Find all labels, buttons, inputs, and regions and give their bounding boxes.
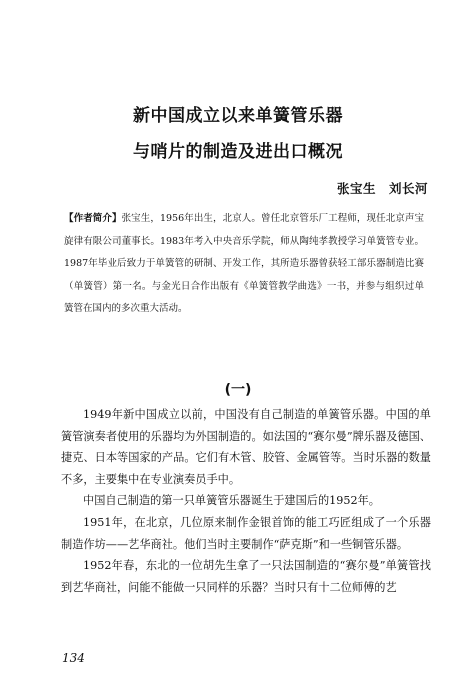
author-bio-text: 张宝生，1956年出生，北京人。曾任北京管乐厂工程师，现任北京声宝旋律有限公司董事长。1983年考入中央音乐学院，师从陶纯孝教授学习单簧管专业。1987年毕业后致力于单簧管的研制、开发工作，其所造乐器曾获轻工部乐器制造比赛（单簧管）第一名。与金光日合作出版有《单簧管教学曲选》一书，并参与组织过单簧管在国内的多次重大活动。 [64, 213, 424, 314]
body-paragraph-1: 1949年新中国成立以前，中国没有自己制造的单簧管乐器。中国的单簧管演奏者使用的乐器均为外国制造的。如法国的“赛尔曼”牌乐器及德国、捷克、日本等国家的产品。它们有木管、胶管、金属管等。当时乐器的数量不多，主要集中在专业演奏员手中。 [61, 408, 431, 486]
page-number: 134 [62, 651, 85, 665]
author-bio [64, 208, 424, 321]
article-title-line-1: 新中国成立以来单簧管乐器 [133, 106, 343, 126]
section-heading: (一) [224, 382, 252, 398]
article-authors: 张宝生 刘长河 [336, 181, 428, 196]
article-body [61, 404, 431, 598]
author-bio-label: 【作者简介】 [64, 213, 122, 224]
body-paragraph-2: 中国自己制造的第一只单簧管乐器诞生于建国后的1952年。 [83, 494, 380, 508]
body-paragraph-4: 1952年春，东北的一位胡先生拿了一只法国制造的“赛尔曼”单簧管找到艺华商社，问能不能做一只同样的乐器？当时只有十二位师傅的艺 [61, 559, 431, 594]
body-paragraph-3: 1951年，在北京，几位原来制作金银首饰的能工巧匠组成了一个乐器制造作坊——艺华商社。他们当时主要制作“萨克斯”和一些铜管乐器。 [61, 515, 431, 551]
article-title-line-2: 与哨片的制造及进出口概况 [133, 142, 343, 162]
